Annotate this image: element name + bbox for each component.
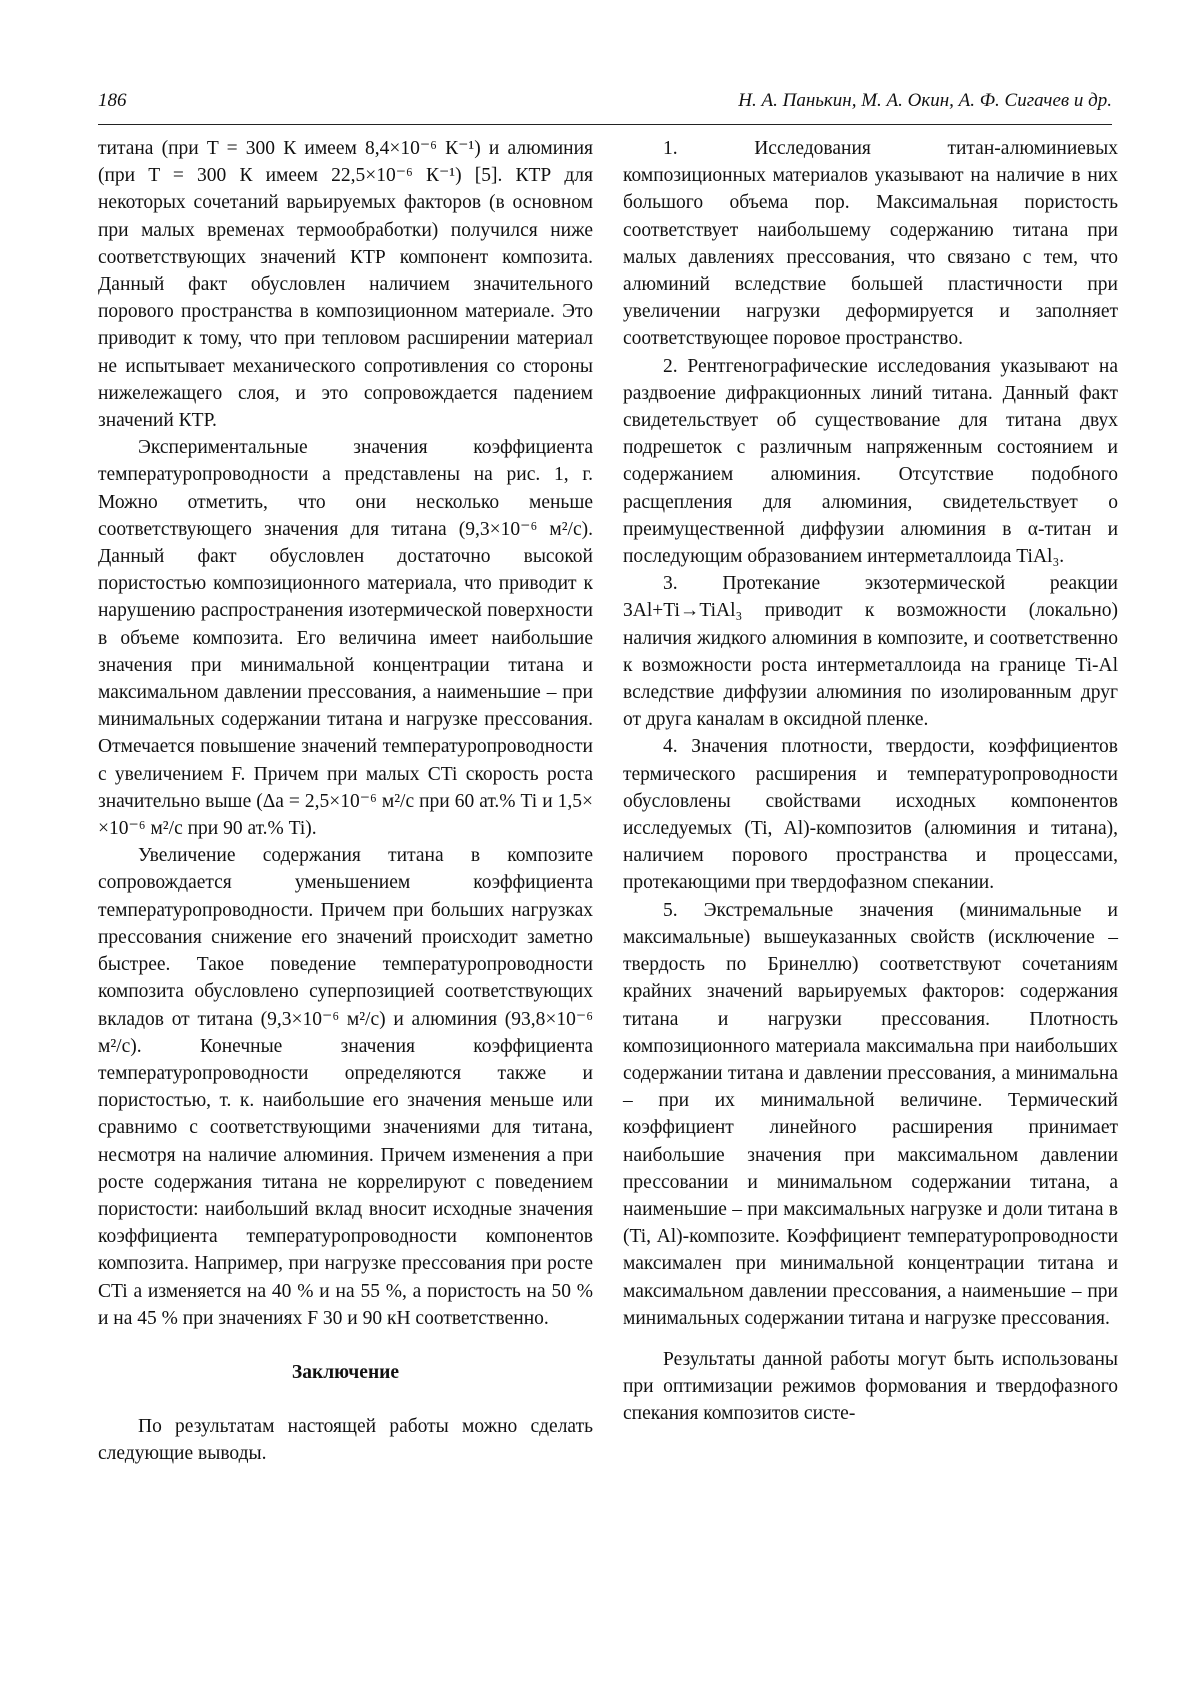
right-column (623, 135, 1118, 1428)
paragraph-conclusions-intro: По результатам настоящей работы можно сделать следующие выводы. (98, 1416, 593, 1465)
running-header (98, 90, 1112, 116)
conclusion-item-3: 3. Протекание экзотермической реакции 3Al+Ti→TiAl₃ приводит к возможности (локально) наличия жидкого алюминия в композите, и соответственно к возможности роста интерметаллоида на границе Ti-Al вследствие диффузии алюминия по изолированным друг от друга каналам в оксидной пленке. (623, 573, 1118, 731)
paragraph-titanium-content: Увеличение содержания титана в композите сопровождается уменьшением коэффициента температуропроводности. Причем при больших нагрузках прессования снижение его значений происходит заметно быстрее. Такое поведение температуропроводности композита обусловлено суперпозицией соответствующих вкладов от титана (9,3×10⁻⁶ м²/с) и алюминия (93,8×10⁻⁶ м²/с). Конечные значения коэффициента температуропроводности определяются также и пористостью, т. к. наибольшие его значения меньше или сравнимо с соответствующими значениями для титана, несмотря на наличие алюминия. Причем изменения a при росте содержания титана не коррелируют с поведением пористости: наибольший вклад вносит исходные значения коэффициента температуропроводности компонентов композита. Например, при нагрузке прессования при росте CTi a изменяется на 40 % и на 55 %, а пористость на 50 % и на 45 % при значениях F 30 и 90 кН соответственно. (98, 845, 593, 1329)
left-column (98, 135, 593, 1468)
page-number: 186 (98, 90, 127, 111)
conclusion-item-5: 5. Экстремальные значения (минимальные и максимальные) вышеуказанных свойств (исключение – твердость по Бринеллю) соответствуют сочетаниям крайних значений варьируемых факторов: содержания титана и нагрузки прессования. Плотность композиционного материала максимальна при наибольших содержании титана и давлении прессования, а минимальна – при их минимальной величине. Термический коэффициент линейного расширения принимает наибольшие значения при максимальном давлении прессовании и минимальном содержании титана, а наименьшие – при максимальных нагрузке и доли титана в (Ti, Al)-композите. Коэффициент температуропроводности максимален при минимальной концентрации титана и максимальном давлении прессования, а наименьшие – при минимальных содержании титана и нагрузке прессования. (623, 899, 1118, 1329)
conclusion-item-2: 2. Рентгенографические исследования указывают на раздвоение дифракционных линий титана. Данный факт свидетельствует об существование для титана двух подрешеток с различным напряженным состоянием и содержанием алюминия. Отсутствие подобного расщепления для алюминия, свидетельствует о преимущественной диффузии алюминия в α-титан и последующим образованием интерметаллоида TiAl₃. (623, 355, 1118, 568)
section-heading-conclusion: Заключение (291, 1361, 400, 1383)
header-rule (98, 124, 1112, 125)
paragraph-thermal-diffusivity: Экспериментальные значения коэффициента температуропроводности a представлены на рис. 1, г. Можно отметить, что они несколько меньше соответствующего значения для титана (9,3×10⁻⁶ м²/с). Данный факт обусловлен достаточно высокой пористостью композиционного материала, что приводит к нарушению распространения изотермической поверхности в объеме композита. Его величина имеет наибольшие значения при минимальной концентрации титана и максимальном давлении прессования, а наименьшие – при минимальных содержании титана и нагрузке прессования. Отмечается повышение значений температуропроводности с увеличением F. Причем при малых CTi скорость роста значительно выше (Δa = 2,5×10⁻⁶ м²/с при 60 ат.% Ti и 1,5× ×10⁻⁶ м²/с при 90 ат.% Ti). (98, 437, 593, 840)
conclusion-item-1: 1. Исследования титан-алюминиевых композиционных материалов указывают на наличие в них большого объема пор. Максимальная пористость соответствует наибольшему содержанию титана при малых давлениях прессования, что связано с тем, что алюминий вследствие большей пластичности при увеличении нагрузки деформируется и заполняет соответствующее поровое пространство. (623, 138, 1118, 350)
running-authors: Н. А. Панькин, М. А. Окин, А. Ф. Сигачев и др. (738, 90, 1112, 111)
conclusion-item-4: 4. Значения плотности, твердости, коэффициентов термического расширения и температуропроводности обусловлены свойствами исходных компонентов исследуемых (Ti, Al)-композитов (алюминия и титана), наличием порового пространства и процессами, протекающими при твердофазном спекании. (623, 736, 1118, 894)
paragraph-ktr-continued: титана (при T = 300 К имеем 8,4×10⁻⁶ К⁻¹) и алюминия (при T = 300 К имеем 22,5×10⁻⁶ К⁻¹) [5]. КТР для некоторых сочетаний варьируемых факторов (в основном при малых временах термообработки) получился ниже соответствующих значений КТР компонент композита. Данный факт обусловлен наличием значительного порового пространства в композиционном материале. Это приводит к тому, что при тепловом расширении материал не испытывает механического сопротивления со стороны нижележащего слоя, и это сопровождается падением значений КТР. (98, 138, 593, 432)
paragraph-results-usage: Результаты данной работы могут быть использованы при оптимизации режимов формования и твердофазного спекания композитов систе- (623, 1348, 1118, 1425)
